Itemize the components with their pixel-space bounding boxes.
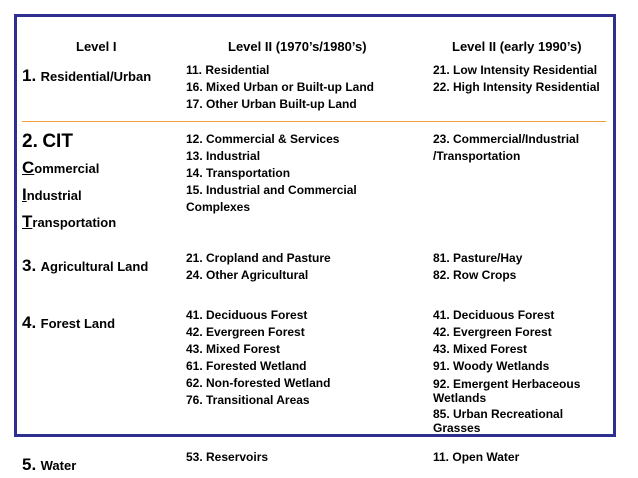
code-item: 21. Cropland and Pasture [186,251,331,265]
row-residential-category [22,66,151,86]
category-number: 5. [22,455,37,474]
row-agricultural-new [433,250,522,284]
acronym-rest: ndustrial [26,188,82,203]
code-item: 43. Mixed Forest [433,342,528,356]
code-item: 42. Evergreen Forest [433,325,552,339]
category-number: 2. [22,131,38,152]
code-item: 61. Forested Wetland [186,359,307,373]
row-water-category [22,455,76,475]
code-item: Grasses [433,421,481,435]
code-item: 11. Open Water [433,450,520,464]
row-forest-new [433,307,580,435]
row-agricultural-old [186,250,331,284]
row-forest-category [22,313,115,333]
header-level1: Level I [76,39,117,54]
category-label: Agricultural Land [40,259,149,274]
acronym-letter: C [22,158,35,177]
row-residential-old [186,62,374,113]
code-item: 22. High Intensity Residential [433,80,600,94]
row-water-old [186,449,268,466]
code-item: 15. Industrial and Commercial [186,183,357,197]
code-item: 14. Transportation [186,166,291,180]
row-water-new [433,449,519,466]
acronym-letter: I [22,185,27,204]
code-item: 53. Reservoirs [186,450,269,464]
code-item: 23. Commercial/Industrial [433,132,580,146]
code-item: 21. Low Intensity Residential [433,63,598,77]
category-number: 1. [22,66,37,85]
row-cit-new [433,131,579,165]
code-item: 41. Deciduous Forest [186,308,308,322]
code-item: 85. Urban Recreational [433,407,564,421]
code-item: 12. Commercial & Services [186,132,340,146]
row-cit-category [22,131,116,239]
code-item: 82. Row Crops [433,268,517,282]
code-item: 92. Emergent Herbaceous [433,377,581,391]
acronym-line [22,185,116,212]
code-item: 41. Deciduous Forest [433,308,555,322]
code-item: 43. Mixed Forest [186,342,281,356]
category-label: Forest Land [40,316,116,331]
code-item: 11. Residential [186,63,270,77]
row-agricultural-category [22,256,148,276]
code-item: 91. Woody Wetlands [433,359,550,373]
row-residential-new [433,62,600,96]
code-item: 42. Evergreen Forest [186,325,305,339]
code-item: 62. Non-forested Wetland [186,376,331,390]
category-number: 3. [22,256,37,275]
code-item: 16. Mixed Urban or Built-up Land [186,80,375,94]
separator-line [22,121,606,122]
code-item: 76. Transitional Areas [186,393,310,407]
code-item: Wetlands [433,391,487,405]
code-item: Complexes [186,200,251,214]
row-forest-old [186,307,330,409]
code-item: 17. Other Urban Built-up Land [186,97,357,111]
acronym-line [22,158,116,185]
acronym-rest: ransportation [32,215,117,230]
code-item: /Transportation [433,149,521,163]
acronym-line [22,212,116,239]
code-item: 24. Other Agricultural [186,268,309,282]
acronym-rest: ommercial [34,161,100,176]
category-label: CIT [42,131,73,152]
row-cit-old [186,131,357,216]
acronym-letter: T [22,212,33,231]
code-item: 13. Industrial [186,149,261,163]
header-level2-new: Level II (early 1990’s) [452,39,582,54]
category-label: Residential/Urban [40,69,152,84]
header-level2-old: Level II (1970’s/1980’s) [228,39,367,54]
category-number: 4. [22,313,37,332]
category-label: Water [40,458,77,473]
code-item: 81. Pasture/Hay [433,251,523,265]
